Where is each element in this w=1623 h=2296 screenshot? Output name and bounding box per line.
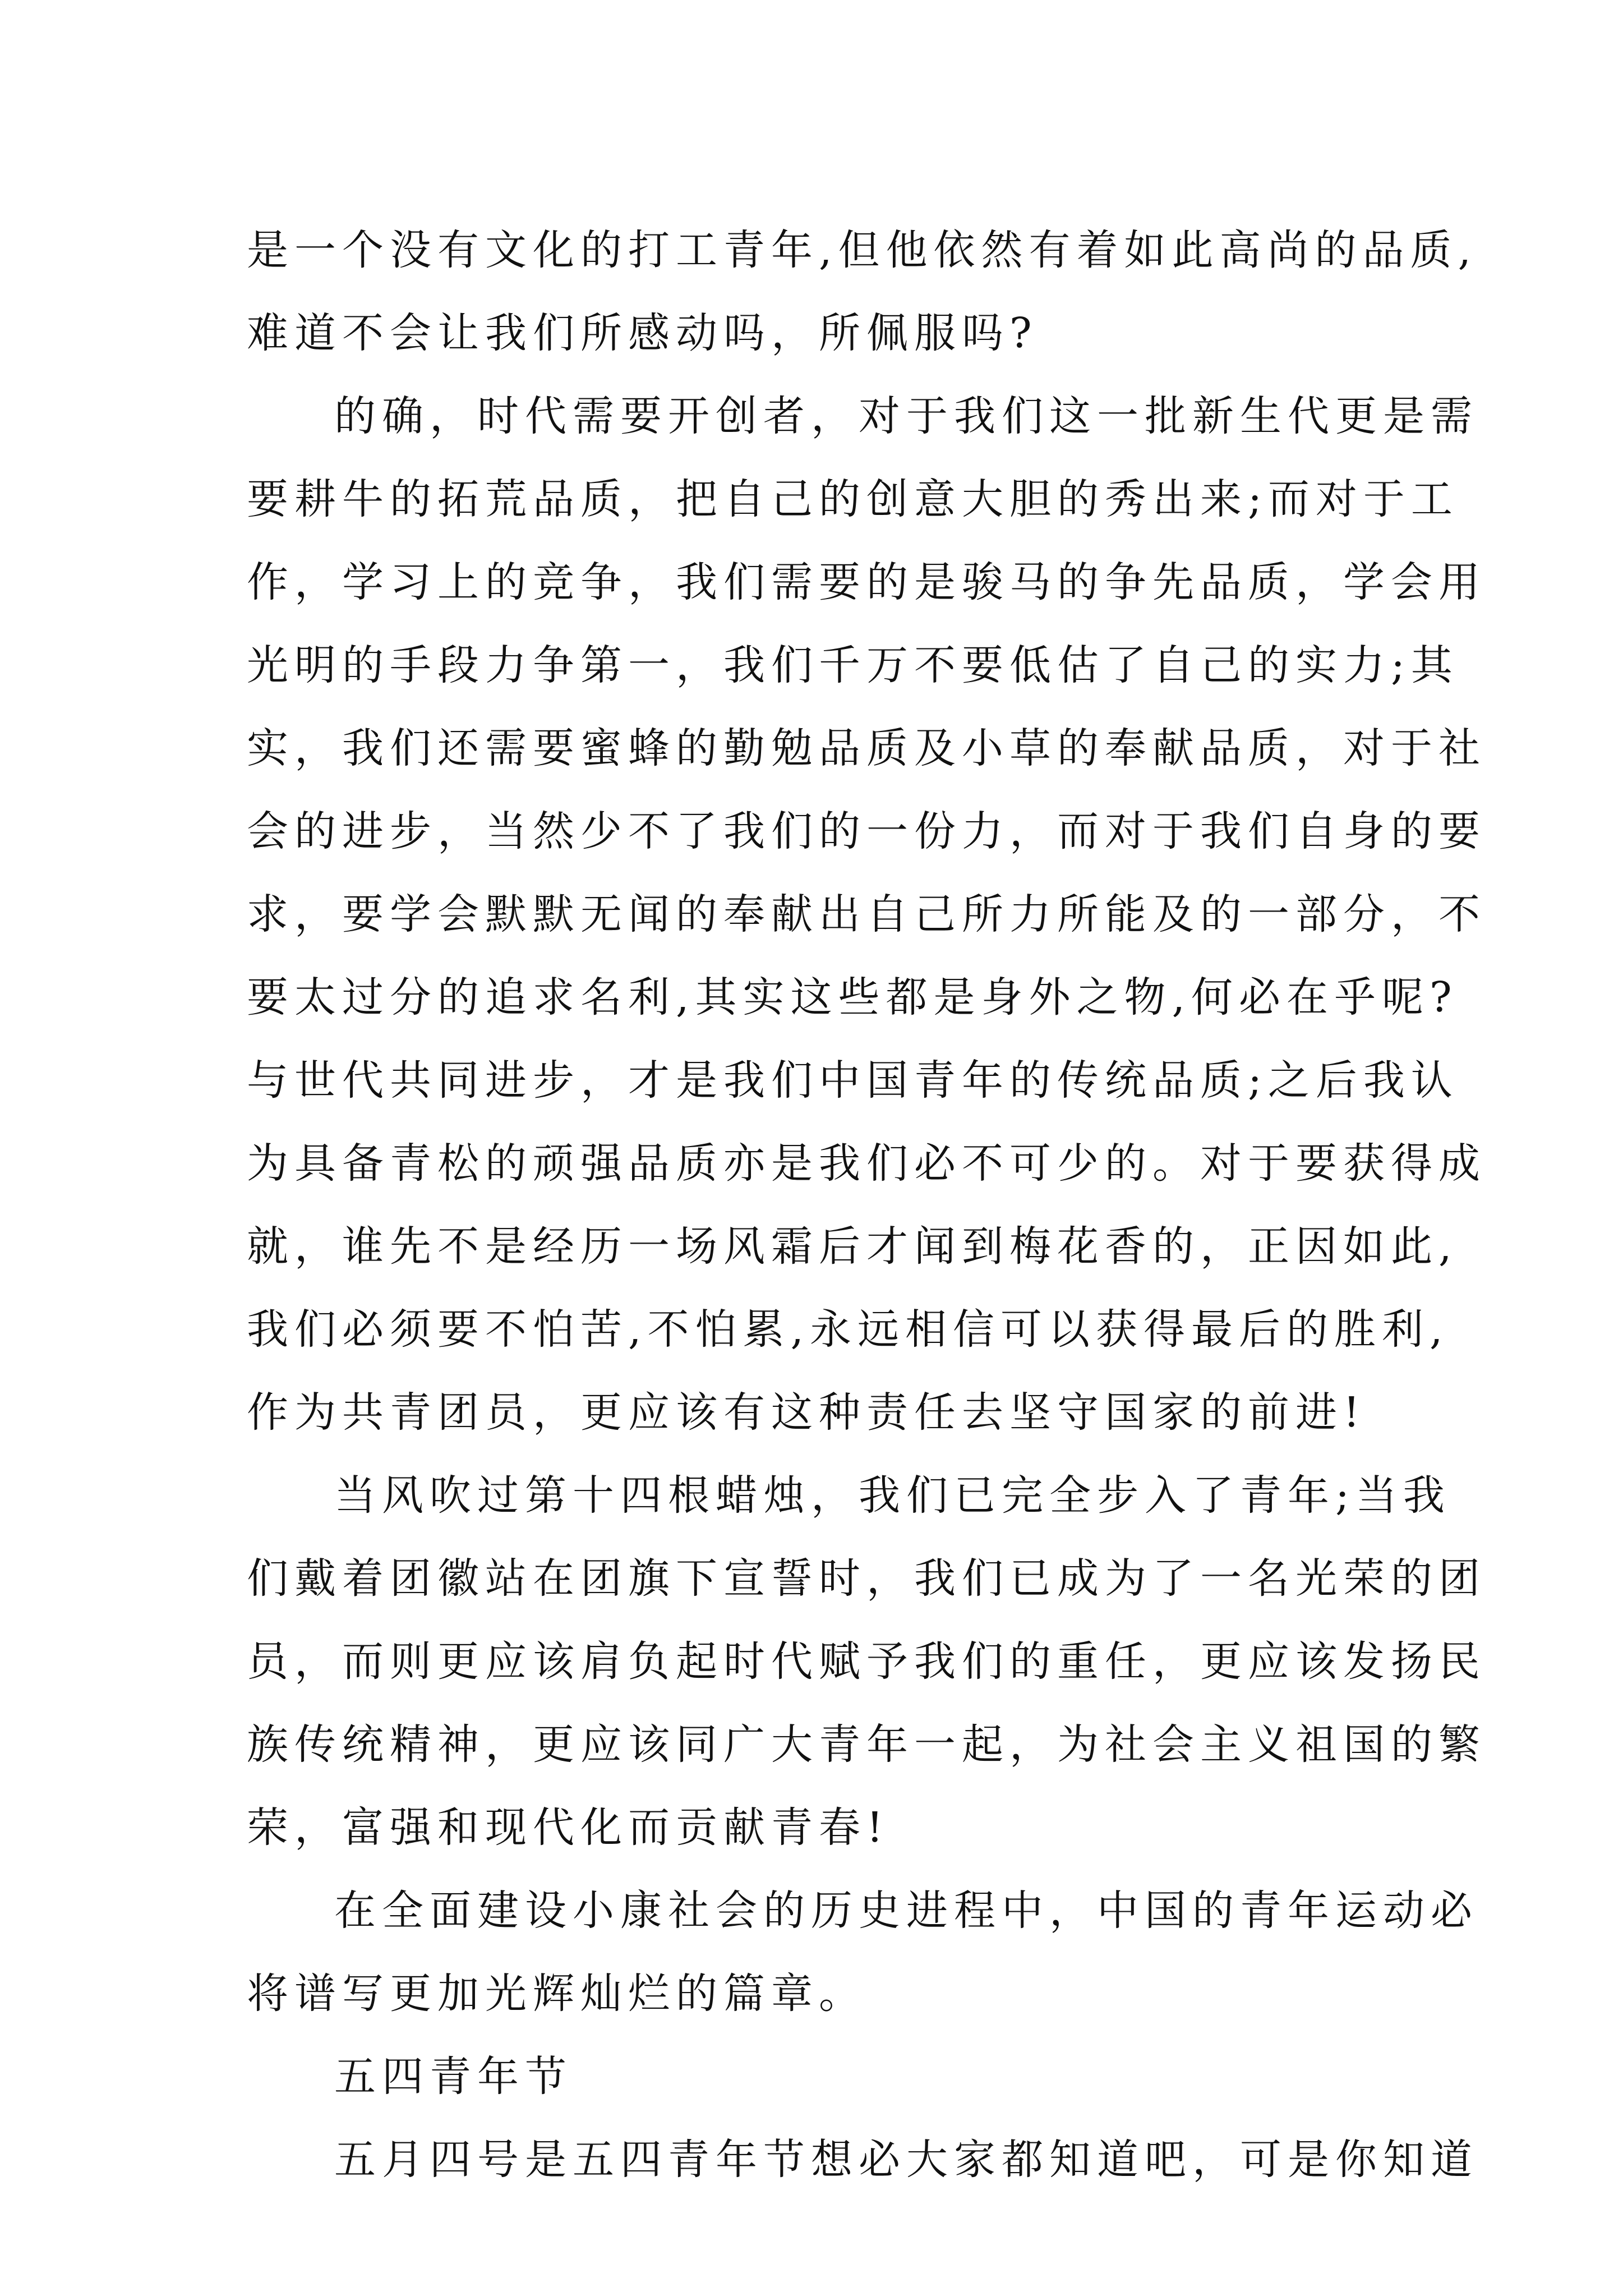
text-line: 与世代共同进步，才是我们中国青年的传统品质;之后我认 bbox=[247, 1056, 1459, 1105]
paragraph-start-line: 当风吹过第十四根蜡烛，我们已完全步入了青年;当我 bbox=[334, 1471, 1451, 1520]
paragraph-start-line: 五月四号是五四青年节想必大家都知道吧，可是你知道 bbox=[334, 2136, 1478, 2184]
text-line: 族传统精神，更应该同广大青年一起，为社会主义祖国的繁 bbox=[247, 1720, 1486, 1769]
paragraph-start-line: 在全面建设小康社会的历史进程中，中国的青年运动必 bbox=[334, 1887, 1478, 1935]
text-line: 要太过分的追求名利,其实这些都是身外之物,何必在乎呢? bbox=[247, 973, 1458, 1022]
text-line: 是一个没有文化的打工青年,但他依然有着如此高尚的品质, bbox=[247, 226, 1478, 274]
text-line: 就，谁先不是经历一场风霜后才闻到梅花香的，正因如此, bbox=[247, 1222, 1458, 1271]
text-line: 们戴着团徽站在团旗下宣誓时，我们已成为了一名光荣的团 bbox=[247, 1554, 1486, 1603]
paragraph-start-line: 的确，时代需要开创者，对于我们这一批新生代更是需 bbox=[334, 392, 1478, 440]
text-line: 求，要学会默默无闻的奉献出自己所力所能及的一部分，不 bbox=[247, 890, 1486, 938]
text-line: 将谱写更加光辉灿烂的篇章。 bbox=[247, 1970, 866, 2018]
text-line: 实，我们还需要蜜蜂的勤勉品质及小草的奉献品质，对于社 bbox=[247, 724, 1486, 772]
text-line: 难道不会让我们所感动吗，所佩服吗? bbox=[247, 309, 1038, 357]
text-line: 光明的手段力争第一，我们千万不要低估了自己的实力;其 bbox=[247, 641, 1459, 689]
text-line: 会的进步，当然少不了我们的一份力，而对于我们自身的要 bbox=[247, 807, 1486, 855]
text-line: 作为共青团员，更应该有这种责任去坚守国家的前进! bbox=[247, 1388, 1366, 1437]
text-line: 员，而则更应该肩负起时代赋予我们的重任，更应该发扬民 bbox=[247, 1637, 1486, 1686]
document-body bbox=[247, 209, 1486, 2201]
text-line: 我们必须要不怕苦,不怕累,永远相信可以获得最后的胜利, bbox=[247, 1305, 1449, 1354]
text-line: 要耕牛的拓荒品质，把自己的创意大胆的秀出来;而对于工 bbox=[247, 475, 1459, 523]
text-line: 作，学习上的竞争，我们需要的是骏马的争先品质，学会用 bbox=[247, 558, 1486, 606]
text-line: 为具备青松的顽强品质亦是我们必不可少的。对于要获得成 bbox=[247, 1139, 1486, 1188]
text-line: 荣，富强和现代化而贡献青春! bbox=[247, 1803, 889, 1852]
section-heading: 五四青年节 bbox=[334, 2053, 573, 2101]
